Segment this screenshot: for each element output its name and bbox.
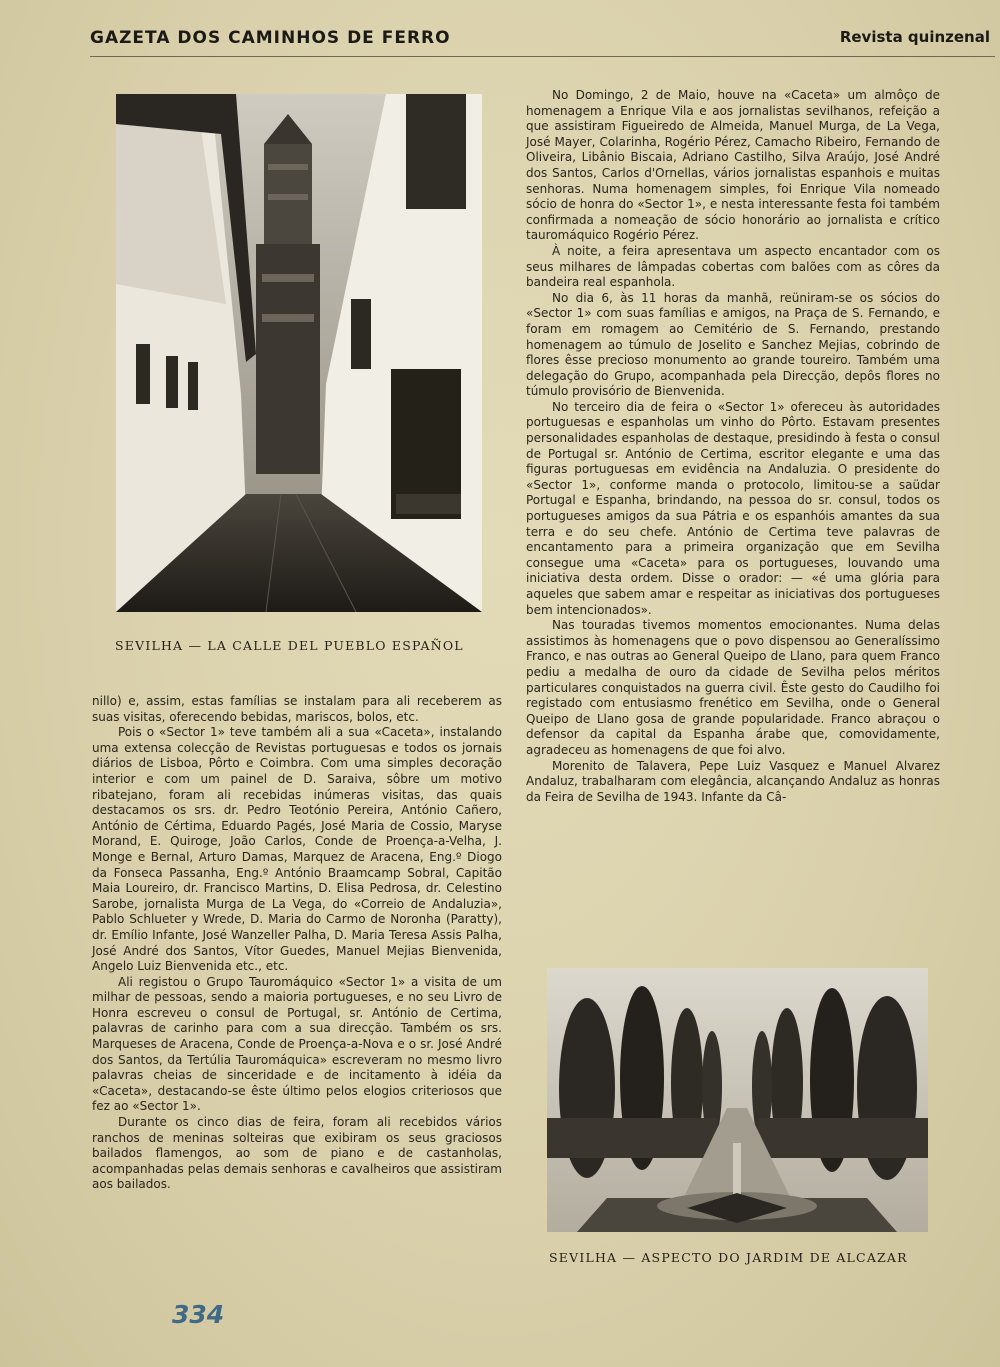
paragraph: No dia 6, às 11 horas da manhã, reüniram-se os sócios do «Sector 1» com suas famílias e amigos, na Praça de S. Fernando, e foram em romagem ao Cemitério de S. Fernando, prestando homenagem ao túmulo de Joselito e Sanchez Mejias, cobrindo de flores êsse precioso monumento ao grande toureiro. Também uma delegação do Grupo, acompanhada pela Direcção, depôs flores no túmulo provisório de Bienvenida. bbox=[526, 290, 940, 399]
running-header bbox=[90, 28, 995, 54]
paragraph: Durante os cinco dias de feira, foram ali recebidos vários ranchos de meninas solteiras que exibiram os seus graciosos bailados flamengos, ao som de piano e de castanholas, acompanhadas pelas demais senhoras e cavalheiros que assistiram aos bailados. bbox=[92, 1115, 502, 1192]
article-column-left bbox=[92, 694, 502, 1193]
publication-title: GAZETA DOS CAMINHOS DE FERRO bbox=[90, 28, 451, 48]
garden-photo-illustration bbox=[547, 968, 928, 1232]
paragraph: No Domingo, 2 de Maio, houve na «Caceta» um almôço de homenagem a Enrique Vila e aos jornalistas sevilhanos, refeição a que assistiram Figueiredo de Almeida, Manuel Murga, de La Vega, José Mayer, Colarinha, Rogério Pérez, Camacho Ribeiro, Fernando de Oliveira, Libânio Biscaia, Adriano Castilho, Silva Araújo, José André dos Santos, Carlos d'Ornellas, vários jornalistas espanhois e muitas senhoras. Numa homenagem simples, foi Enrique Vila nomeado sócio de honra do «Sector 1», e nesta interessante festa foi também confirmada a nomeação de sócio honorário ao jornalista e crítico tauromáquico Rogério Pérez. bbox=[526, 88, 940, 243]
figure-caption-1: SEVILHA — LA CALLE DEL PUEBLO ESPAÑOL bbox=[115, 638, 464, 653]
paragraph: Morenito de Talavera, Pepe Luiz Vasquez e Manuel Alvarez Andaluz, trabalharam com elegância, alcançando Andaluz as honras da Feira de Sevilha de 1943. Infante da Câ- bbox=[526, 758, 940, 804]
figure-caption-2: SEVILHA — ASPECTO DO JARDIM DE ALCAZAR bbox=[549, 1250, 908, 1265]
publication-periodicity: Revista quinzenal bbox=[839, 28, 990, 46]
header-rule bbox=[90, 56, 995, 57]
paragraph: Nas touradas tivemos momentos emocionantes. Numa delas assistimos às homenagens que o povo dispensou ao Generalíssimo Franco, e nas outras ao General Queipo de Llano, para quem Franco pediu a medalha de ouro da cidade de Sevilha pelos méritos particulares conquistados na guerra civil. Êste gesto do Caudilho foi registado com entusiasmo frenético em Sevilha, onde o General Queipo de Llano gosa de grande popularidade. Franco abraçou o defensor da capital da Espanha árabe que, comovidamente, agradeceu as homenagens de que foi alvo. bbox=[526, 618, 940, 757]
paragraph: À noite, a feira apresentava um aspecto encantador com os seus milhares de lâmpadas cobertas com balões com as côres da bandeira real espanhola. bbox=[526, 243, 940, 290]
paragraph: nillo) e, assim, estas famílias se instalam para ali receberem as suas visitas, oferecendo bebidas, mariscos, bolos, etc. bbox=[92, 694, 502, 724]
street-photo-illustration bbox=[116, 94, 482, 612]
photo-jardim-alcazar bbox=[547, 968, 928, 1232]
page-number: 334 bbox=[172, 1300, 225, 1329]
paragraph: Pois o «Sector 1» teve também ali a sua «Caceta», instalando uma extensa colecção de Revistas portuguesas e todos os jornais diários de Lisboa, Pôrto e Coimbra. Com uma simples decoração interior e com um painel de D. Saraiva, sôbre um motivo ribatejano, foram ali recebidas inúmeras visitas, das quais destacamos os srs. dr. Pedro Teotónio Pereira, António Cañero, António de Cértima, Eduardo Pagés, José Maria de Cossio, Maryse Morand, E. Quiroge, João Carlos, Conde de Proença-a-Velha, J. Monge e Bernal, Arturo Damas, Marquez de Aracena, Eng.º Diogo da Fonseca Passanha, Eng.º António Braamcamp Sobral, Capitão Maia Loureiro, dr. Francisco Martins, D. Elisa Pedrosa, dr. Celestino Sarobe, jornalista Murga de La Vega, do «Correio de Andaluzia», Pablo Schlueter y Wrede, D. Maria do Carmo de Noronha (Paratty), dr. Emílio Infante, José Wanzeller Palha, D. Maria Teresa Assis Palha, José André dos Santos, Vítor Guedes, Manuel Mejias Bienvenida, Angelo Luiz Bienvenida etc., etc. bbox=[92, 725, 502, 974]
photo-calle-pueblo-espanol bbox=[116, 94, 482, 612]
paragraph: No terceiro dia de feira o «Sector 1» ofereceu às autoridades portuguesas e espanholas um vinho do Pôrto. Estavam presentes personalidades espanholas de destaque, presidindo à festa o consul de Portugal sr. António de Certima, escritor elegante e uma das figuras portuguesas em evidência na Andaluzia. O presidente do «Sector 1», conforme manda o protocolo, limitou-se a saüdar Portugal e Espanha, brindando, na pessoa do sr. consul, todos os portugueses amigos da sua Pátria e os espanhóis amantes da sua terra e do seu chefe. António de Certima teve palavras de encantamento para a primeira organização que em Sevilha consegue uma «Caceta» para os portugueses, louvando uma iniciativa desta ordem. Disse o orador: — «é uma glória para aqueles que sabem amar e respeitar as iniciativas dos portugueses bem intencionados». bbox=[526, 399, 940, 617]
article-column-right bbox=[526, 88, 940, 805]
paragraph: Ali registou o Grupo Tauromáquico «Sector 1» a visita de um milhar de pessoas, sendo a maioria portugueses, e no seu Livro de Honra escreveu o consul de Portugal, sr. António de Certima, palavras de carinho para com a sua direcção. Também os srs. Marqueses de Aracena, Conde de Proença-a-Nova e o sr. José André dos Santos, da Tertúlia Tauromáquica» escreveram no mesmo livro palavras cheias de sinceridade e de incitamento à idéia da «Caceta», destacando-se êste último pelos elogios criteriosos que fez ao «Sector 1». bbox=[92, 974, 502, 1114]
